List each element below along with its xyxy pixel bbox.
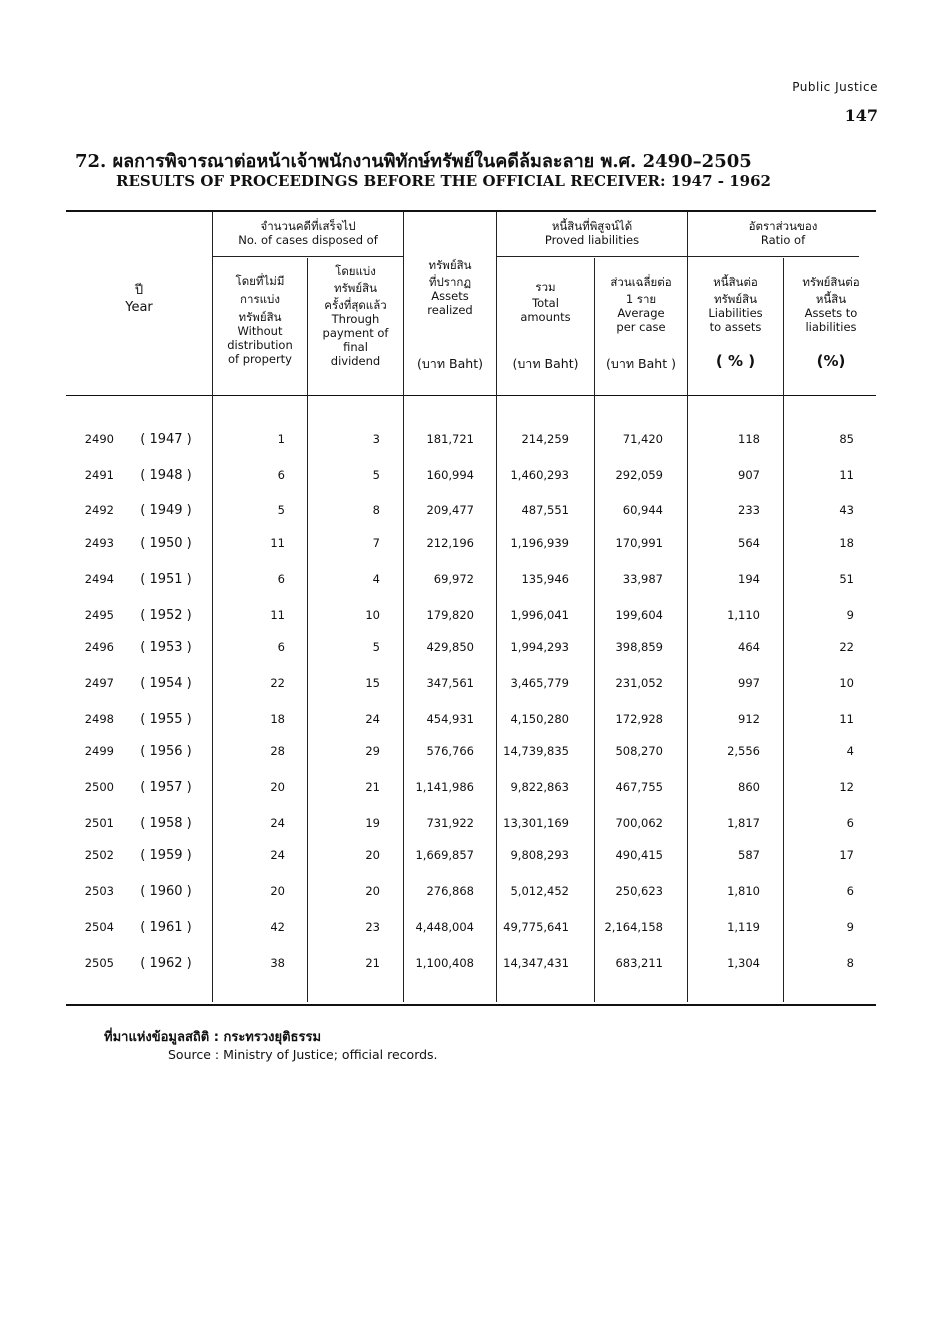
cell-assets-realized: 1,669,857 (415, 848, 474, 862)
cell-total-amounts: 5,012,452 (510, 884, 569, 898)
cell-without-distribution: 18 (270, 712, 285, 726)
cell-assets-to-liabilities: 85 (839, 432, 854, 446)
cell-total-amounts: 49,775,641 (503, 920, 569, 934)
cell-assets-realized: 181,721 (426, 432, 474, 446)
cell-year-ce: ( 1951 ) (140, 572, 192, 587)
group-rule-ratio (687, 256, 859, 257)
cell-through-payment: 24 (365, 712, 380, 726)
cell-average-per-case: 199,604 (615, 608, 663, 622)
cell-year-ce: ( 1962 ) (140, 956, 192, 971)
cell-year-ce: ( 1956 ) (140, 744, 192, 759)
cell-assets-to-liabilities: 10 (839, 676, 854, 690)
cell-without-distribution: 38 (270, 956, 285, 970)
cell-through-payment: 20 (365, 884, 380, 898)
cell-without-distribution: 28 (270, 744, 285, 758)
cell-liabilities-to-assets: 564 (738, 536, 760, 550)
cell-without-distribution: 1 (277, 432, 285, 446)
cell-year-be: 2499 (84, 744, 114, 758)
cell-liabilities-to-assets: 118 (738, 432, 760, 446)
unit-assets-percent: (%) (816, 352, 846, 370)
table-title-english: RESULTS OF PROCEEDINGS BEFORE THE OFFICIAL RECEIVER: 1947 - 1962 (116, 172, 771, 190)
group-header-ratio: อัตราส่วนของ Ratio of (748, 219, 818, 247)
table-top-rule (66, 210, 876, 212)
cell-without-distribution: 22 (270, 676, 285, 690)
cell-total-amounts: 13,301,169 (503, 816, 569, 830)
cell-total-amounts: 1,460,293 (510, 468, 569, 482)
cell-year-ce: ( 1954 ) (140, 676, 192, 691)
cell-assets-to-liabilities: 43 (839, 503, 854, 517)
cell-assets-realized: 731,922 (426, 816, 474, 830)
cell-liabilities-to-assets: 587 (738, 848, 760, 862)
cell-without-distribution: 24 (270, 816, 285, 830)
cell-through-payment: 21 (365, 780, 380, 794)
cell-without-distribution: 5 (277, 503, 285, 517)
cell-through-payment: 4 (372, 572, 380, 586)
cell-assets-realized: 69,972 (433, 572, 474, 586)
cell-average-per-case: 2,164,158 (604, 920, 663, 934)
section-label: Public Justice (792, 80, 878, 94)
cell-assets-to-liabilities: 9 (846, 608, 854, 622)
column-header-through-payment: โดยแบ่ง ทรัพย์สิน ครั้งที่สุดแล้ว Through payment of final dividend (322, 264, 389, 368)
cell-year-be: 2496 (84, 640, 114, 654)
cell-assets-realized: 576,766 (426, 744, 474, 758)
cell-without-distribution: 11 (270, 536, 285, 550)
cell-assets-to-liabilities: 18 (839, 536, 854, 550)
cell-liabilities-to-assets: 1,810 (727, 884, 760, 898)
cell-without-distribution: 20 (270, 780, 285, 794)
cell-assets-to-liabilities: 22 (839, 640, 854, 654)
cell-year-ce: ( 1948 ) (140, 468, 192, 483)
cell-total-amounts: 135,946 (521, 572, 569, 586)
cell-average-per-case: 231,052 (615, 676, 663, 690)
unit-assets-baht: (บาท Baht) (417, 356, 483, 371)
cell-without-distribution: 42 (270, 920, 285, 934)
cell-average-per-case: 250,623 (615, 884, 663, 898)
cell-total-amounts: 1,996,041 (510, 608, 569, 622)
cell-through-payment: 8 (372, 503, 380, 517)
cell-liabilities-to-assets: 1,817 (727, 816, 760, 830)
cell-liabilities-to-assets: 1,119 (727, 920, 760, 934)
cell-year-ce: ( 1960 ) (140, 884, 192, 899)
cell-total-amounts: 487,551 (521, 503, 569, 517)
cell-without-distribution: 6 (277, 468, 285, 482)
cell-total-amounts: 1,196,939 (510, 536, 569, 550)
cell-liabilities-to-assets: 912 (738, 712, 760, 726)
cell-year-ce: ( 1952 ) (140, 608, 192, 623)
cell-without-distribution: 20 (270, 884, 285, 898)
cell-average-per-case: 292,059 (615, 468, 663, 482)
cell-year-ce: ( 1958 ) (140, 816, 192, 831)
cell-assets-to-liabilities: 51 (839, 572, 854, 586)
cell-assets-realized: 209,477 (426, 503, 474, 517)
cell-through-payment: 3 (372, 432, 380, 446)
cell-year-be: 2503 (84, 884, 114, 898)
source-note-thai: ที่มาแห่งข้อมูลสถิติ : กระทรวงยุติธรรม (104, 1030, 322, 1045)
cell-assets-to-liabilities: 6 (846, 884, 854, 898)
cell-through-payment: 20 (365, 848, 380, 862)
cell-year-ce: ( 1959 ) (140, 848, 192, 863)
cell-through-payment: 15 (365, 676, 380, 690)
cell-total-amounts: 3,465,779 (510, 676, 569, 690)
cell-assets-realized: 179,820 (426, 608, 474, 622)
cell-assets-to-liabilities: 17 (839, 848, 854, 862)
unit-average-baht: (บาท Baht ) (606, 356, 676, 371)
header-bottom-rule (66, 395, 876, 396)
cell-liabilities-to-assets: 233 (738, 503, 760, 517)
cell-average-per-case: 170,991 (615, 536, 663, 550)
column-header-assets-to-liabilities: ทรัพย์สินต่อ หนี้สิน Assets to liabilities (802, 275, 860, 334)
cell-year-ce: ( 1949 ) (140, 503, 192, 518)
cell-year-be: 2501 (84, 816, 114, 830)
cell-assets-realized: 276,868 (426, 884, 474, 898)
column-header-average-per-case: ส่วนเฉลี่ยต่อ 1 ราย Average per case (610, 275, 672, 334)
cell-year-be: 2490 (84, 432, 114, 446)
cell-year-be: 2500 (84, 780, 114, 794)
cell-year-be: 2491 (84, 468, 114, 482)
cell-without-distribution: 11 (270, 608, 285, 622)
cell-average-per-case: 71,420 (622, 432, 663, 446)
cell-year-ce: ( 1957 ) (140, 780, 192, 795)
cell-through-payment: 10 (365, 608, 380, 622)
cell-assets-realized: 212,196 (426, 536, 474, 550)
unit-liabilities-percent: ( % ) (715, 352, 756, 370)
cell-assets-to-liabilities: 8 (846, 956, 854, 970)
cell-assets-realized: 1,141,986 (415, 780, 474, 794)
cell-liabilities-to-assets: 907 (738, 468, 760, 482)
cell-average-per-case: 683,211 (615, 956, 663, 970)
cell-through-payment: 5 (372, 640, 380, 654)
cell-without-distribution: 6 (277, 640, 285, 654)
group-header-cases: จำนวนคดีที่เสร็จไป No. of cases disposed of (238, 219, 378, 247)
cell-year-be: 2502 (84, 848, 114, 862)
cell-average-per-case: 60,944 (622, 503, 663, 517)
cell-through-payment: 7 (372, 536, 380, 550)
cell-through-payment: 29 (365, 744, 380, 758)
cell-without-distribution: 24 (270, 848, 285, 862)
cell-through-payment: 19 (365, 816, 380, 830)
cell-year-ce: ( 1955 ) (140, 712, 192, 727)
cell-average-per-case: 467,755 (615, 780, 663, 794)
column-header-year: ปี Year (125, 283, 153, 315)
unit-total-baht: (บาท Baht) (512, 356, 579, 371)
cell-total-amounts: 9,808,293 (510, 848, 569, 862)
cell-average-per-case: 33,987 (622, 572, 663, 586)
cell-assets-realized: 4,448,004 (415, 920, 474, 934)
column-header-without-distribution: โดยที่ไม่มี การแบ่ง ทรัพย์สิน Without distribution of property (227, 274, 293, 366)
cell-assets-realized: 160,994 (426, 468, 474, 482)
cell-average-per-case: 508,270 (615, 744, 663, 758)
column-header-total-amounts: รวม Total amounts (520, 280, 571, 324)
cell-assets-to-liabilities: 4 (846, 744, 854, 758)
cell-liabilities-to-assets: 464 (738, 640, 760, 654)
page-number: 147 (844, 106, 878, 125)
cell-total-amounts: 14,739,835 (503, 744, 569, 758)
cell-liabilities-to-assets: 2,556 (727, 744, 760, 758)
cell-assets-realized: 429,850 (426, 640, 474, 654)
cell-liabilities-to-assets: 997 (738, 676, 760, 690)
cell-average-per-case: 700,062 (615, 816, 663, 830)
cell-total-amounts: 14,347,431 (503, 956, 569, 970)
cell-average-per-case: 398,859 (615, 640, 663, 654)
table-bottom-rule (66, 1004, 876, 1006)
cell-total-amounts: 1,994,293 (510, 640, 569, 654)
cell-liabilities-to-assets: 860 (738, 780, 760, 794)
cell-year-be: 2492 (84, 503, 114, 517)
cell-liabilities-to-assets: 194 (738, 572, 760, 586)
cell-through-payment: 5 (372, 468, 380, 482)
cell-assets-to-liabilities: 11 (839, 712, 854, 726)
cell-assets-realized: 1,100,408 (415, 956, 474, 970)
cell-year-be: 2497 (84, 676, 114, 690)
cell-assets-realized: 454,931 (426, 712, 474, 726)
cell-year-be: 2498 (84, 712, 114, 726)
cell-year-be: 2493 (84, 536, 114, 550)
cell-total-amounts: 9,822,863 (510, 780, 569, 794)
cell-total-amounts: 214,259 (521, 432, 569, 446)
cell-assets-realized: 347,561 (426, 676, 474, 690)
cell-through-payment: 23 (365, 920, 380, 934)
cell-year-be: 2504 (84, 920, 114, 934)
group-rule-cases (212, 256, 403, 257)
cell-year-ce: ( 1953 ) (140, 640, 192, 655)
cell-year-ce: ( 1961 ) (140, 920, 192, 935)
column-header-liabilities-to-assets: หนี้สินต่อ ทรัพย์สิน Liabilities to assets (708, 275, 763, 334)
cell-assets-to-liabilities: 12 (839, 780, 854, 794)
column-header-assets-realized: ทรัพย์สิน ที่ปรากฏ Assets realized (427, 258, 473, 317)
cell-average-per-case: 490,415 (615, 848, 663, 862)
cell-year-be: 2505 (84, 956, 114, 970)
group-rule-liabilities (496, 256, 687, 257)
cell-total-amounts: 4,150,280 (510, 712, 569, 726)
cell-year-be: 2495 (84, 608, 114, 622)
cell-assets-to-liabilities: 9 (846, 920, 854, 934)
cell-assets-to-liabilities: 11 (839, 468, 854, 482)
cell-liabilities-to-assets: 1,110 (727, 608, 760, 622)
group-header-liabilities: หนี้สินที่พิสูจน์ได้ Proved liabilities (544, 219, 640, 247)
cell-assets-to-liabilities: 6 (846, 816, 854, 830)
cell-year-be: 2494 (84, 572, 114, 586)
cell-liabilities-to-assets: 1,304 (727, 956, 760, 970)
cell-average-per-case: 172,928 (615, 712, 663, 726)
cell-year-ce: ( 1950 ) (140, 536, 192, 551)
cell-year-ce: ( 1947 ) (140, 432, 192, 447)
cell-without-distribution: 6 (277, 572, 285, 586)
source-note-english: Source : Ministry of Justice; official records. (168, 1047, 438, 1062)
table-title-thai: 72. ผลการพิจารณาต่อหน้าเจ้าพนักงานพิทักษ์ทรัพย์ในคดีล้มละลาย พ.ศ. 2490–2505 (75, 151, 752, 172)
cell-through-payment: 21 (365, 956, 380, 970)
